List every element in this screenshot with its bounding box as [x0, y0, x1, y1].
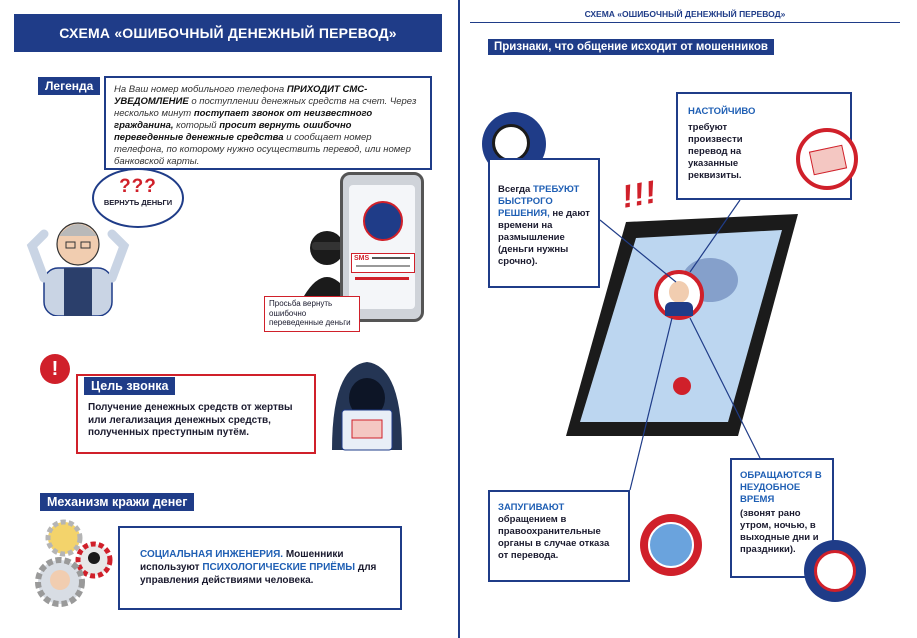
sms-label: SMS: [354, 255, 370, 262]
legend-sms: ПРИХОДИТ СМС-УВЕДОМЛЕНИЕ: [114, 84, 368, 107]
request-note: Просьба вернуть ошибочно переведенные деньги: [264, 296, 360, 332]
call-goal-box: [76, 374, 316, 454]
left-title: СХЕМА «ОШИБОЧНЫЙ ДЕНЕЖНЫЙ ПЕРЕВОД»: [59, 25, 397, 41]
sms-line: [355, 277, 409, 280]
legend-text-3: который: [173, 120, 220, 131]
signs-tag: Признаки, что общение исходит от мошенников: [488, 39, 774, 55]
money-badge: [796, 128, 858, 190]
mechanism-t4: для управления действиями человека.: [140, 562, 377, 586]
phone-screen: [349, 185, 415, 309]
alarm-clock-icon: [814, 550, 856, 592]
urgent-t2: ТРЕБУЮТ БЫСТРОГО РЕШЕНИЯ,: [498, 184, 580, 219]
insist-t2: требуют произвести перевод на указанные реквизиты.: [688, 122, 743, 181]
intimidate-box: [488, 490, 630, 582]
mechanism-t3: ПСИХОЛОГИЧЕСКИЕ ПРИЁМЫ: [202, 562, 356, 573]
worried-man-illustration: [26, 206, 130, 316]
caller-avatar: [363, 201, 403, 241]
legend-box: [104, 76, 432, 170]
inconvenient-t1: ОБРАЩАЮТСЯ В НЕУДОБНОЕ ВРЕМЯ: [740, 470, 822, 505]
left-title-bar: [14, 14, 442, 52]
right-header: СХЕМА «ОШИБОЧНЫЙ ДЕНЕЖНЫЙ ПЕРЕВОД»: [584, 9, 786, 19]
legend-tag: Легенда: [38, 77, 100, 95]
stopwatch-icon: [492, 124, 530, 162]
intimidate-t2: обращением в правоохранительные органы в случае отказа от перевода.: [498, 514, 610, 561]
mechanism-t2: Мошенники используют: [140, 549, 344, 573]
legend-text-1: На Ваш номер мобильного телефона: [114, 84, 287, 95]
legend-call: поступает звонок от неизвестного гражданина,: [114, 108, 373, 131]
urgent-t1: Всегда: [498, 184, 533, 195]
question-marks: ???: [119, 176, 157, 197]
right-header-rule: [470, 22, 900, 23]
legend-text-2: о поступлении денежных средств на счет. Через несколько минут: [114, 96, 417, 119]
mechanism-tag: Механизм кражи денег: [40, 493, 194, 511]
mechanism-box: [118, 526, 402, 610]
urgent-box: [488, 158, 600, 288]
exclamation-marks: !!!: [619, 173, 660, 215]
call-goal-tag: Цель звонка: [84, 377, 175, 395]
bubble-text: ВЕРНУТЬ ДЕНЬГИ: [103, 198, 173, 207]
scales-badge: [640, 514, 702, 576]
gears-illustration: [30, 516, 116, 612]
sms-message: [351, 253, 415, 273]
mechanism-t1: СОЦИАЛЬНАЯ ИНЖЕНЕРИЯ.: [140, 549, 284, 560]
money-icon: [809, 145, 847, 176]
page-divider: [458, 0, 460, 638]
urgent-t3: не дают времени на размышление (деньги нужны срочно).: [498, 208, 590, 267]
scales-icon: [648, 522, 694, 568]
caller-avatar-center: [654, 270, 704, 320]
insist-t1: НАСТОЙЧИВО: [688, 106, 756, 117]
inconvenient-t2: (звонят рано утром, ночью, в выходные дни и праздники).: [740, 508, 819, 555]
legend-return: просит вернуть ошибочно переведенные денежные средства: [114, 120, 352, 143]
legend-text-4: и сообщает номер телефона, по которому нужно осуществить перевод, или номер банковской карты.: [114, 132, 411, 167]
alert-icon: !: [40, 354, 70, 384]
call-goal-text: Получение денежных средств от жертвы или легализация денежных средств, полученных преступным путём.: [88, 402, 293, 438]
hacker-illustration: [322, 352, 412, 452]
intimidate-t1: ЗАПУГИВАЮТ: [498, 502, 565, 513]
alarm-badge: [804, 540, 866, 602]
